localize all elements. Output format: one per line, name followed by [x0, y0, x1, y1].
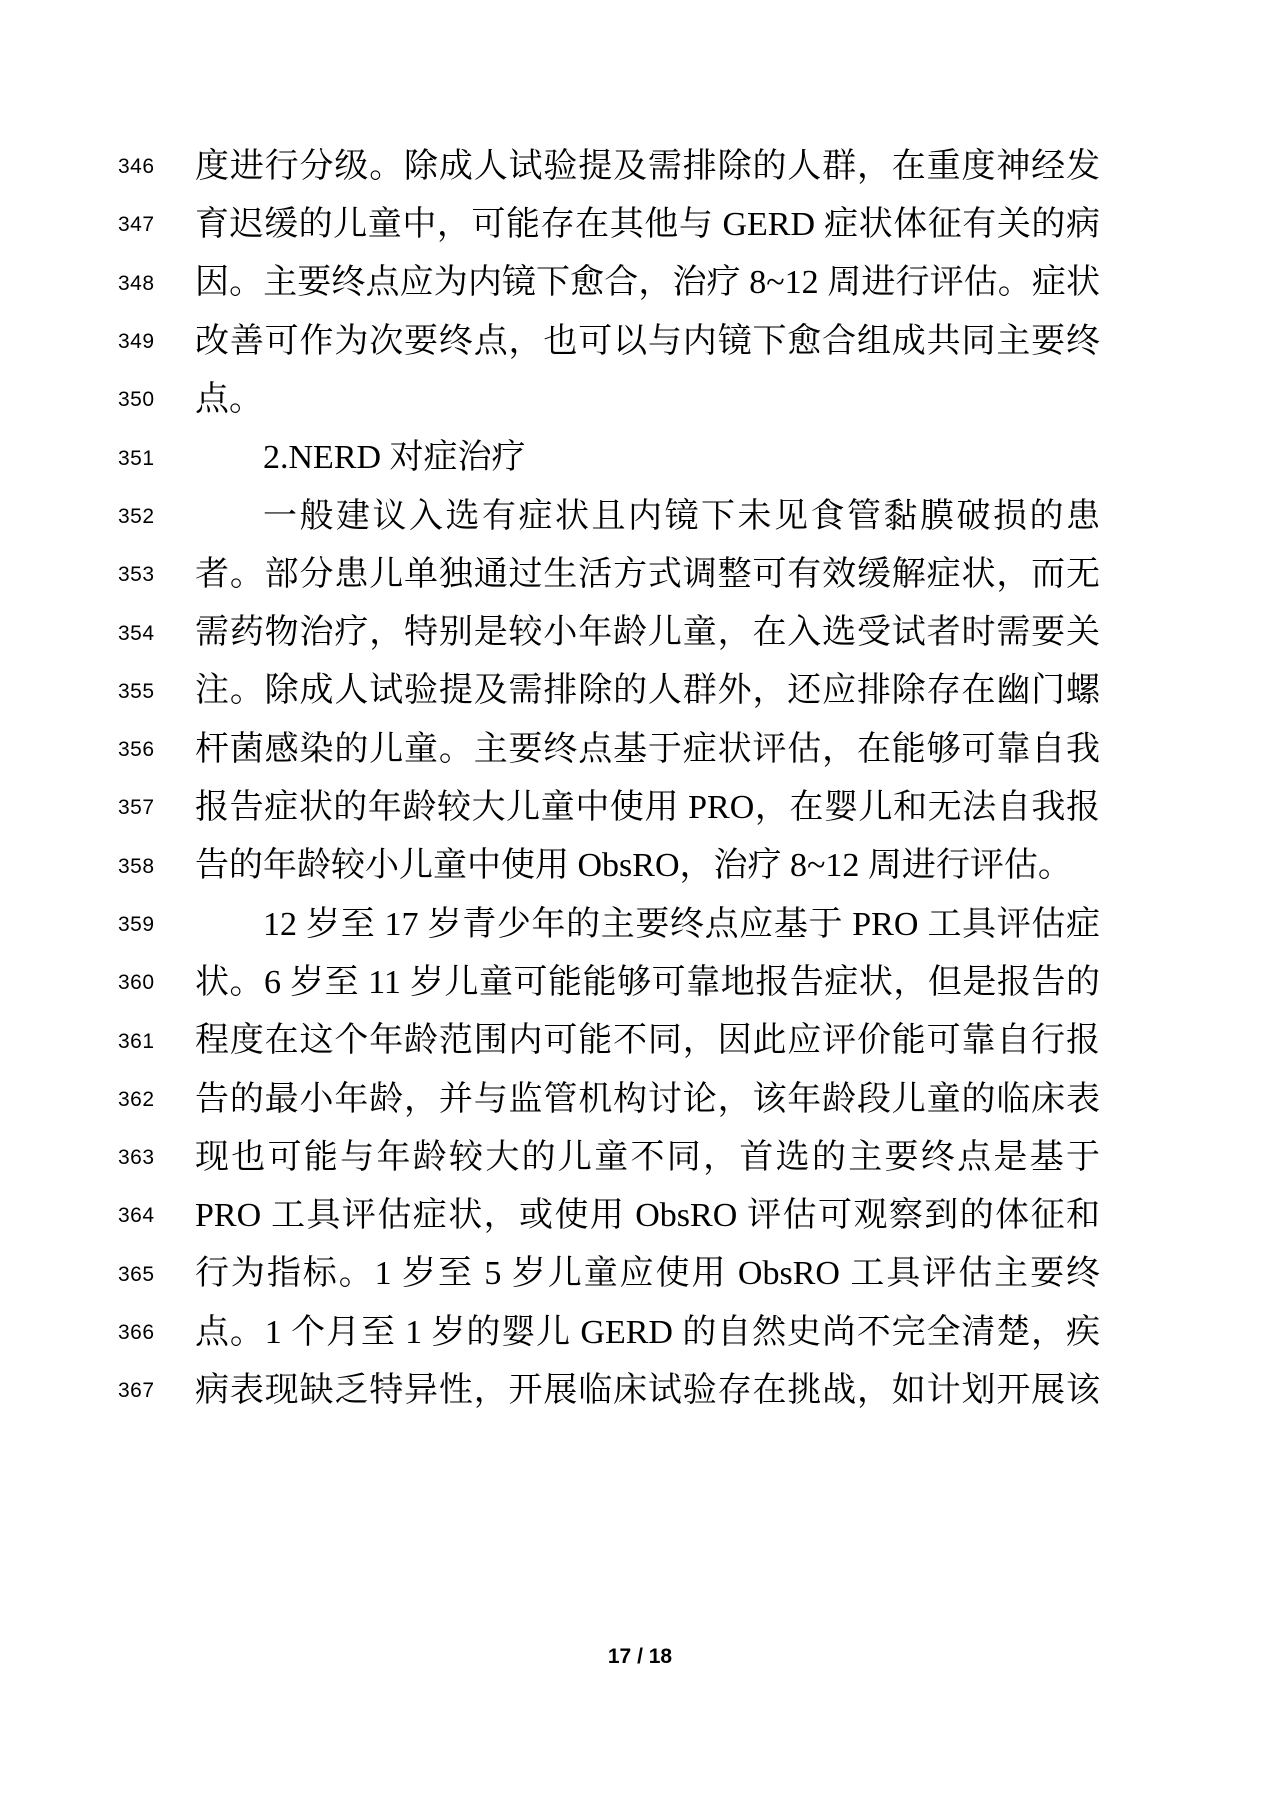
line-number: 353 — [118, 563, 155, 587]
line-row — [0, 721, 1280, 779]
line-row — [0, 429, 1280, 487]
line-row — [0, 546, 1280, 604]
line-row — [0, 138, 1280, 196]
line-text: 报告症状的年龄较大儿童中使用 PRO，在婴儿和无法自我报 — [195, 789, 1100, 827]
line-row — [0, 838, 1280, 896]
line-number: 366 — [118, 1321, 155, 1345]
line-number: 349 — [118, 330, 155, 354]
line-number: 348 — [118, 271, 155, 295]
line-number: 364 — [118, 1204, 155, 1228]
line-number: 346 — [118, 155, 155, 179]
line-text: 注。除成人试验提及需排除的人群外，还应排除存在幽门螺 — [195, 672, 1100, 710]
line-number: 352 — [118, 504, 155, 528]
line-text: 2.NERD 对症治疗 — [263, 439, 526, 477]
line-text: 告的最小年龄，并与监管机构讨论，该年龄段儿童的临床表 — [195, 1080, 1100, 1118]
line-number: 361 — [118, 1029, 155, 1053]
line-row — [0, 196, 1280, 254]
line-number: 354 — [118, 621, 155, 645]
line-row — [0, 313, 1280, 371]
line-row — [0, 1129, 1280, 1187]
page-number: 17 / 18 — [607, 1645, 673, 1668]
line-number: 367 — [118, 1379, 155, 1403]
line-row — [0, 1246, 1280, 1304]
line-number: 362 — [118, 1087, 155, 1111]
line-row — [0, 896, 1280, 954]
line-row — [0, 371, 1280, 429]
line-text: 现也可能与年龄较大的儿童不同，首选的主要终点是基于 — [195, 1138, 1100, 1176]
line-number: 358 — [118, 854, 155, 878]
line-text: 病表现缺乏特异性，开展临床试验存在挑战，如计划开展该 — [195, 1371, 1100, 1409]
line-number: 351 — [118, 446, 155, 470]
line-number: 350 — [118, 388, 155, 412]
line-row — [0, 255, 1280, 313]
line-text: 行为指标。1 岁至 5 岁儿童应使用 ObsRO 工具评估主要终 — [195, 1255, 1100, 1293]
line-number: 356 — [118, 738, 155, 762]
document-body — [0, 138, 1280, 1421]
line-number: 347 — [118, 213, 155, 237]
line-text: 程度在这个年龄范围内可能不同，因此应评价能可靠自行报 — [195, 1022, 1100, 1060]
line-row — [0, 954, 1280, 1012]
line-text: 一般建议入选有症状且内镜下未见食管黏膜破损的患 — [263, 497, 1100, 535]
page-footer — [0, 1645, 1280, 1669]
line-row — [0, 1362, 1280, 1420]
line-text: 告的年龄较小儿童中使用 ObsRO，治疗 8~12 周进行评估。 — [195, 847, 1072, 885]
line-number: 363 — [118, 1146, 155, 1170]
line-text: PRO 工具评估症状，或使用 ObsRO 评估可观察到的体征和 — [195, 1197, 1100, 1235]
line-row — [0, 1187, 1280, 1245]
line-text: 度进行分级。除成人试验提及需排除的人群，在重度神经发 — [195, 147, 1100, 185]
line-text: 育迟缓的儿童中，可能存在其他与 GERD 症状体征有关的病 — [195, 206, 1100, 244]
line-row — [0, 779, 1280, 837]
line-number: 365 — [118, 1262, 155, 1286]
line-row — [0, 663, 1280, 721]
line-row — [0, 1012, 1280, 1070]
line-text: 者。部分患儿单独通过生活方式调整可有效缓解症状，而无 — [195, 555, 1100, 593]
line-number: 357 — [118, 796, 155, 820]
line-text: 点。 — [195, 380, 263, 418]
line-number: 355 — [118, 679, 155, 703]
line-text: 改善可作为次要终点，也可以与内镜下愈合组成共同主要终 — [195, 322, 1100, 360]
line-text: 需药物治疗，特别是较小年龄儿童，在入选受试者时需要关 — [195, 614, 1100, 652]
line-number: 359 — [118, 913, 155, 936]
line-number: 360 — [118, 971, 155, 995]
line-text: 杆菌感染的儿童。主要终点基于症状评估，在能够可靠自我 — [195, 730, 1100, 768]
line-row — [0, 1071, 1280, 1129]
line-text: 12 岁至 17 岁青少年的主要终点应基于 PRO 工具评估症 — [263, 905, 1100, 943]
line-row — [0, 1304, 1280, 1362]
line-text: 状。6 岁至 11 岁儿童可能能够可靠地报告症状，但是报告的 — [195, 963, 1100, 1001]
line-row — [0, 488, 1280, 546]
line-row — [0, 604, 1280, 662]
line-text: 点。1 个月至 1 岁的婴儿 GERD 的自然史尚不完全清楚，疾 — [195, 1313, 1100, 1351]
line-text: 因。主要终点应为内镜下愈合，治疗 8~12 周进行评估。症状 — [195, 264, 1100, 302]
